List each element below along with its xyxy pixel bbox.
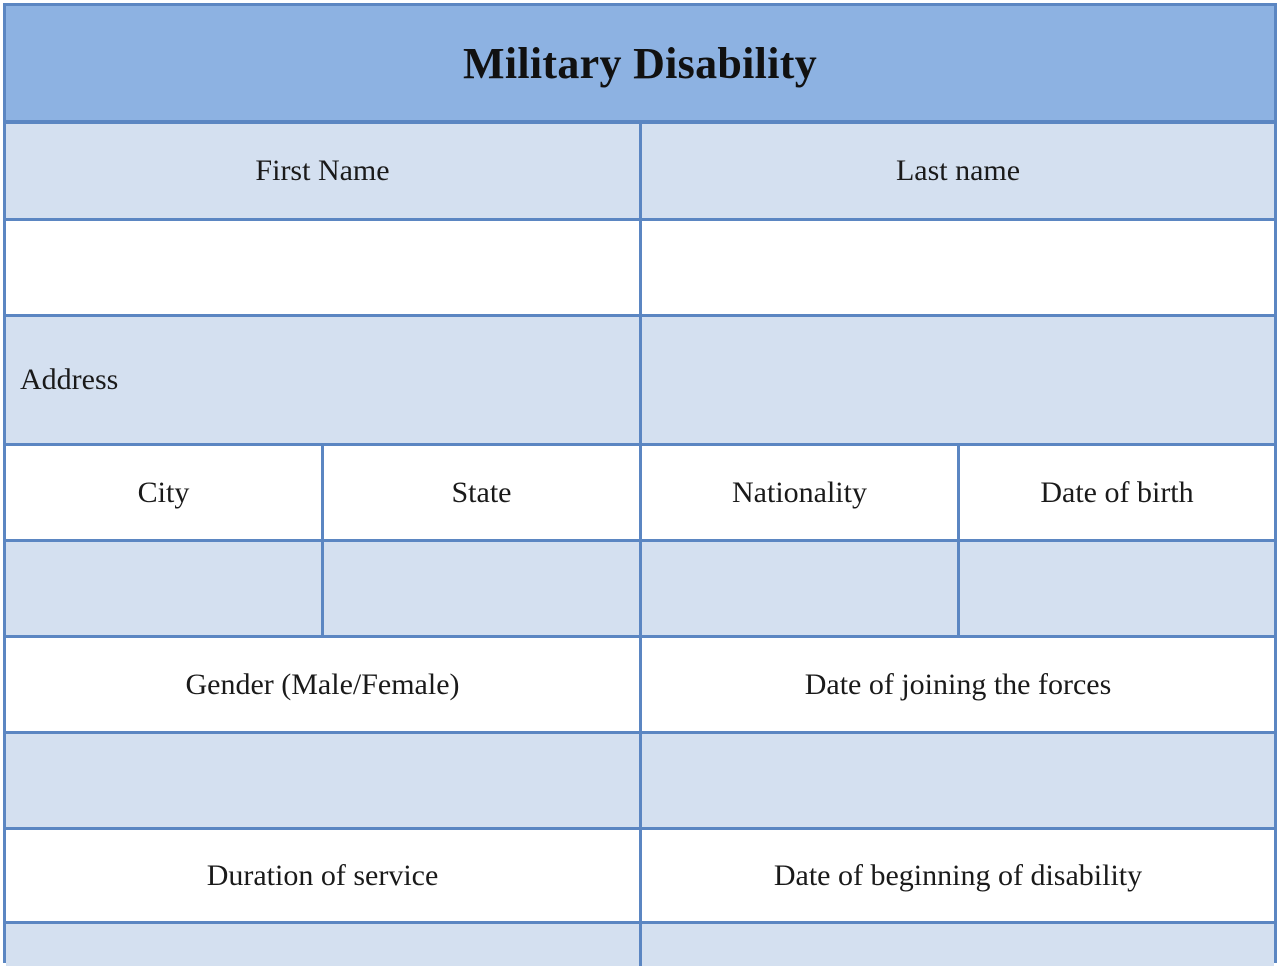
last-name-label: Last name xyxy=(642,124,1274,218)
date-joining-label: Date of joining the forces xyxy=(642,638,1274,731)
date-beginning-disability-label: Date of beginning of disability xyxy=(642,830,1274,921)
nationality-label: Nationality xyxy=(642,446,957,539)
military-disability-form xyxy=(3,3,1277,963)
nationality-field[interactable] xyxy=(642,542,957,635)
state-label: State xyxy=(324,446,639,539)
address-field[interactable] xyxy=(642,317,1274,443)
gender-label: Gender (Male/Female) xyxy=(6,638,639,731)
form-title: Military Disability xyxy=(6,6,1274,124)
date-of-birth-label: Date of birth xyxy=(960,446,1274,539)
date-joining-field[interactable] xyxy=(642,734,1274,827)
state-field[interactable] xyxy=(324,542,639,635)
duration-service-label: Duration of service xyxy=(6,830,639,921)
gender-field[interactable] xyxy=(6,734,639,827)
first-name-label: First Name xyxy=(6,124,639,218)
address-label: Address xyxy=(6,317,639,443)
last-name-field[interactable] xyxy=(642,221,1274,314)
column-divider xyxy=(321,446,324,635)
city-field[interactable] xyxy=(6,542,321,635)
city-label: City xyxy=(6,446,321,539)
date-of-birth-field[interactable] xyxy=(960,542,1274,635)
column-divider xyxy=(639,124,642,966)
column-divider xyxy=(957,446,960,635)
first-name-field[interactable] xyxy=(6,221,639,314)
